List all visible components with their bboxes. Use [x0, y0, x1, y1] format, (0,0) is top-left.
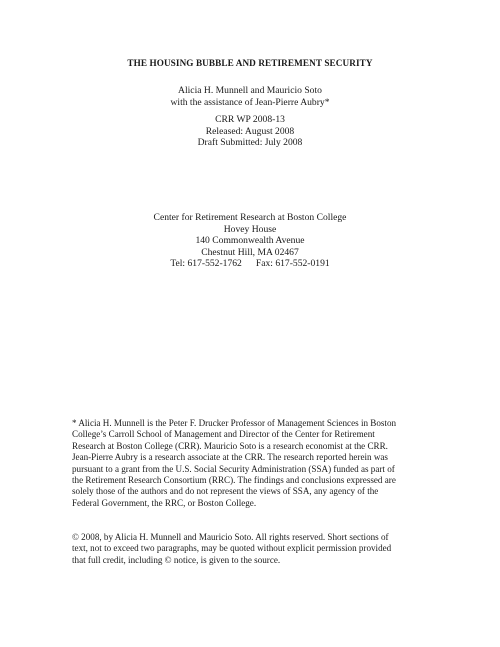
copyright-line: © 2008, by Alicia H. Munnell and Mauricio Soto. All rights reserved. Short sections of [72, 532, 389, 542]
author-assistance: with the assistance of Jean-Pierre Aubry* [170, 96, 330, 108]
street-address: 140 Commonwealth Avenue [195, 235, 305, 247]
footnote-line: Jean-Pierre Aubry is a research associate at the CRR. The research reported herein was [72, 452, 388, 463]
address-block [0, 212, 500, 270]
city-line: Chestnut Hill, MA 02467 [201, 246, 299, 258]
footnote-line: * Alicia H. Munnell is the Peter F. Drucker Professor of Management Sciences in Boston [72, 418, 397, 428]
release-date: Released: August 2008 [205, 125, 295, 137]
footnote-line: Research at Boston College (CRR). Mauricio Soto is a research economist at the CRR. [72, 440, 388, 451]
working-paper-number: CRR WP 2008-13 [215, 114, 285, 125]
organization-name: Center for Retirement Research at Boston College [153, 212, 347, 223]
author-block [0, 85, 500, 108]
paper-title: THE HOUSING BUBBLE AND RETIREMENT SECURITY [127, 58, 373, 68]
footnote-line: the Retirement Research Consortium (RRC). The findings and conclusions expressed are [72, 475, 396, 486]
footnote-line: College’s Carroll School of Management and Director of the Center for Retirement [72, 429, 375, 440]
building-name: Hovey House [223, 223, 277, 235]
draft-date: Draft Submitted: July 2008 [197, 137, 303, 149]
copyright-notice [72, 532, 432, 566]
contact-line [0, 258, 500, 270]
fax-number: Fax: 617-552-0191 [255, 258, 330, 270]
working-paper-info [0, 114, 500, 149]
author-names: Alicia H. Munnell and Mauricio Soto [178, 85, 322, 96]
footnote-line: pursuant to a grant from the U.S. Social Security Administration (SSA) funded as part of [72, 463, 395, 474]
telephone-number: Tel: 617-552-1762 [170, 258, 242, 270]
author-footnote [72, 418, 432, 509]
footnote-line: solely those of the authors and do not represent the views of SSA, any agency of the [72, 486, 379, 497]
footnote-line: Federal Government, the RRC, or Boston College. [72, 497, 257, 508]
copyright-line: that full credit, including © notice, is given to the source. [72, 554, 281, 565]
copyright-line: text, not to exceed two paragraphs, may be quoted without explicit permission provided [72, 543, 392, 554]
